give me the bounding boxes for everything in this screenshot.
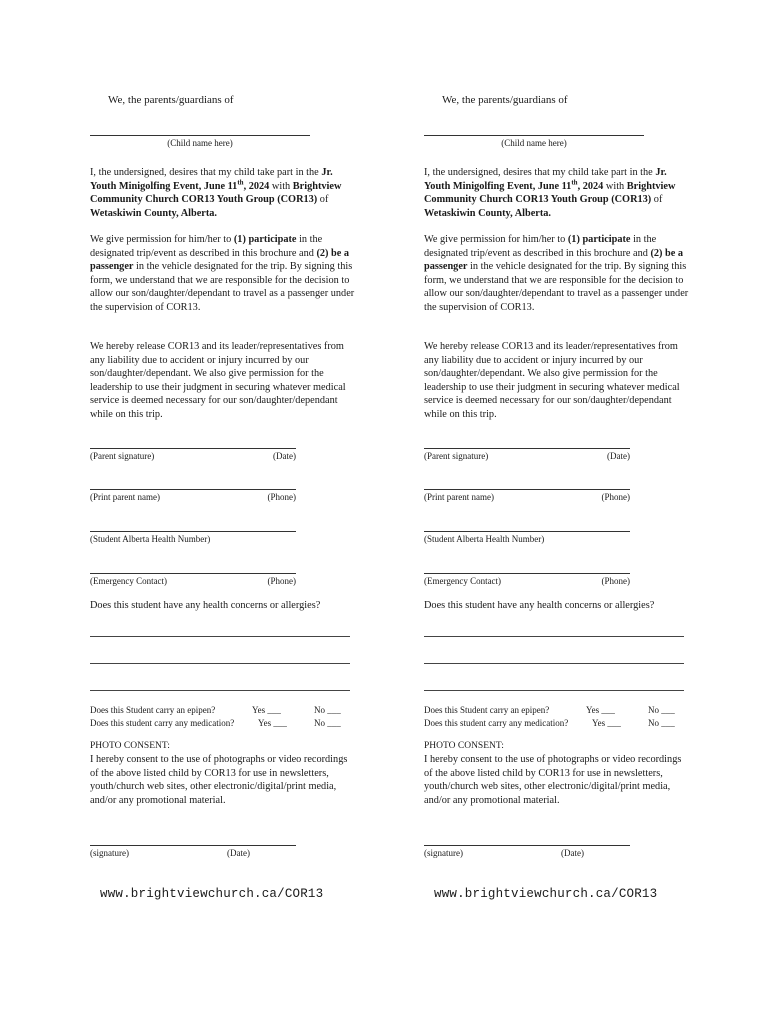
p2-passenger: (2) be a passenger — [424, 247, 684, 272]
p2-text-a: We give permission for him/her to — [90, 234, 234, 245]
final-signature-text: (signature) — [424, 848, 463, 858]
permission-paragraph — [424, 233, 689, 314]
epipen-yes[interactable]: Yes ___ — [252, 705, 281, 715]
intro-text: We, the parents/guardians of — [442, 94, 568, 106]
county-name: Wetaskiwin County, Alberta. — [90, 207, 218, 219]
date-label: (Date) — [607, 451, 630, 461]
parent-signature-label — [424, 451, 630, 461]
permission-paragraph — [90, 233, 355, 314]
final-signature-label — [424, 848, 584, 858]
epipen-question: Does this Student carry an epipen? — [424, 705, 550, 715]
photo-consent-title: PHOTO CONSENT: — [424, 741, 504, 751]
participation-paragraph — [424, 166, 689, 220]
final-date-label: (Date) — [561, 848, 584, 858]
health-number-label: (Student Alberta Health Number) — [424, 534, 545, 544]
health-number-line[interactable] — [424, 531, 630, 532]
consent-form-right — [424, 0, 689, 1024]
p1-of: of — [317, 194, 329, 205]
print-name-line[interactable] — [90, 489, 296, 490]
emergency-contact-text: (Emergency Contact) — [90, 576, 168, 586]
print-name-label — [424, 492, 630, 502]
emergency-contact-text: (Emergency Contact) — [424, 576, 502, 586]
photo-consent-text: I hereby consent to the use of photographs or video recordings of the above listed child by COR13 for use in newsletters, youth/church web sites, other electronic/digital/print media, and/or any promotional material. — [90, 754, 348, 806]
church-name: Brightview Community Church COR13 Youth Group (COR13) — [424, 180, 676, 205]
health-answer-line[interactable] — [424, 690, 684, 691]
health-answer-line[interactable] — [424, 636, 684, 637]
p1-of: of — [651, 194, 663, 205]
p2-text-c: in the designated trip/event as described in this brochure and — [90, 234, 323, 259]
p2-participate: (1) participate — [233, 234, 297, 245]
phone-label: (Phone) — [601, 492, 630, 502]
medication-yes[interactable]: Yes ___ — [592, 718, 621, 728]
p2-text-a: We give permission for him/her to — [424, 234, 568, 245]
photo-consent-text: I hereby consent to the use of photographs or video recordings of the above listed child by COR13 for use in newsletters, youth/church web sites, other electronic/digital/print media, and/or any promotional material. — [424, 754, 682, 806]
medication-yes[interactable]: Yes ___ — [258, 718, 287, 728]
parent-signature-text: (Parent signature) — [90, 451, 155, 461]
parent-signature-line[interactable] — [90, 448, 296, 449]
health-answer-line[interactable] — [90, 663, 350, 664]
p2-text-e: in the vehicle designated for the trip. By signing this form, we understand that we are responsible for the decision to allow our son/daughter/dependant to travel as a passenger under the supervision of COR13. — [90, 261, 355, 313]
medication-no[interactable]: No ___ — [314, 718, 341, 728]
health-number-label: (Student Alberta Health Number) — [90, 534, 211, 544]
print-name-label — [90, 492, 296, 502]
emergency-contact-label — [424, 576, 630, 586]
final-signature-line[interactable] — [424, 845, 630, 846]
child-name-line[interactable] — [424, 135, 644, 136]
county-name: Wetaskiwin County, Alberta. — [424, 207, 552, 219]
epipen-question: Does this Student carry an epipen? — [90, 705, 216, 715]
phone-label: (Phone) — [601, 576, 630, 586]
health-answer-line[interactable] — [90, 690, 350, 691]
final-date-label: (Date) — [227, 848, 250, 858]
epipen-no[interactable]: No ___ — [648, 705, 675, 715]
event-name: Jr. Youth Minigolfing Event, June 11 — [424, 167, 667, 192]
intro-text: We, the parents/guardians of — [108, 94, 234, 106]
event-year: , 2024 — [577, 180, 604, 192]
p2-passenger: (2) be a passenger — [90, 247, 350, 272]
p1-with: with — [269, 180, 293, 192]
medication-question: Does this student carry any medication? — [90, 718, 235, 728]
event-date-suffix: th — [237, 178, 244, 187]
p1-with: with — [603, 180, 627, 192]
parent-signature-line[interactable] — [424, 448, 630, 449]
p2-text-c: in the designated trip/event as described in this brochure and — [424, 234, 657, 259]
parent-signature-text: (Parent signature) — [424, 451, 489, 461]
emergency-contact-label — [90, 576, 296, 586]
p1-text: I, the undersigned, desires that my child take part in the — [90, 167, 322, 178]
child-name-line[interactable] — [90, 135, 310, 136]
child-name-label: (Child name here) — [167, 138, 233, 148]
release-paragraph: We hereby release COR13 and its leader/representatives from any liability due to accident or injury incurred by our son/daughter/dependant. We also give permission for the leadership to use their judgment in securing whatever medical service is deemed necessary for our son/daughter/dependant while on this trip. — [90, 341, 346, 420]
print-name-line[interactable] — [424, 489, 630, 490]
p2-participate: (1) participate — [567, 234, 631, 245]
medication-no[interactable]: No ___ — [648, 718, 675, 728]
health-number-line[interactable] — [90, 531, 296, 532]
epipen-no[interactable]: No ___ — [314, 705, 341, 715]
health-question: Does this student have any health concerns or allergies? — [424, 600, 655, 611]
child-name-label: (Child name here) — [501, 138, 567, 148]
p2-text-e: in the vehicle designated for the trip. By signing this form, we understand that we are responsible for the decision to allow our son/daughter/dependant to travel as a passenger under the supervision of COR13. — [424, 261, 689, 313]
date-label: (Date) — [273, 451, 296, 461]
participation-paragraph — [90, 166, 355, 220]
event-year: , 2024 — [243, 180, 270, 192]
website-url[interactable]: www.brightviewchurch.ca/COR13 — [100, 887, 324, 901]
emergency-contact-line[interactable] — [424, 573, 630, 574]
consent-form-left — [90, 0, 355, 1024]
final-signature-line[interactable] — [90, 845, 296, 846]
parent-signature-label — [90, 451, 296, 461]
website-url[interactable]: www.brightviewchurch.ca/COR13 — [434, 887, 658, 901]
health-answer-line[interactable] — [424, 663, 684, 664]
final-signature-label — [90, 848, 250, 858]
phone-label: (Phone) — [267, 576, 296, 586]
phone-label: (Phone) — [267, 492, 296, 502]
medication-question: Does this student carry any medication? — [424, 718, 569, 728]
event-date-suffix: th — [571, 178, 578, 187]
health-question: Does this student have any health concerns or allergies? — [90, 600, 321, 611]
photo-consent-title: PHOTO CONSENT: — [90, 741, 170, 751]
print-name-text: (Print parent name) — [90, 492, 160, 502]
emergency-contact-line[interactable] — [90, 573, 296, 574]
health-answer-line[interactable] — [90, 636, 350, 637]
print-name-text: (Print parent name) — [424, 492, 494, 502]
church-name: Brightview Community Church COR13 Youth Group (COR13) — [90, 180, 342, 205]
final-signature-text: (signature) — [90, 848, 129, 858]
event-name: Jr. Youth Minigolfing Event, June 11 — [90, 167, 333, 192]
epipen-yes[interactable]: Yes ___ — [586, 705, 615, 715]
release-paragraph: We hereby release COR13 and its leader/representatives from any liability due to accident or injury incurred by our son/daughter/dependant. We also give permission for the leadership to use their judgment in securing whatever medical service is deemed necessary for our son/daughter/dependant while on this trip. — [424, 341, 680, 420]
p1-text: I, the undersigned, desires that my child take part in the — [424, 167, 656, 178]
